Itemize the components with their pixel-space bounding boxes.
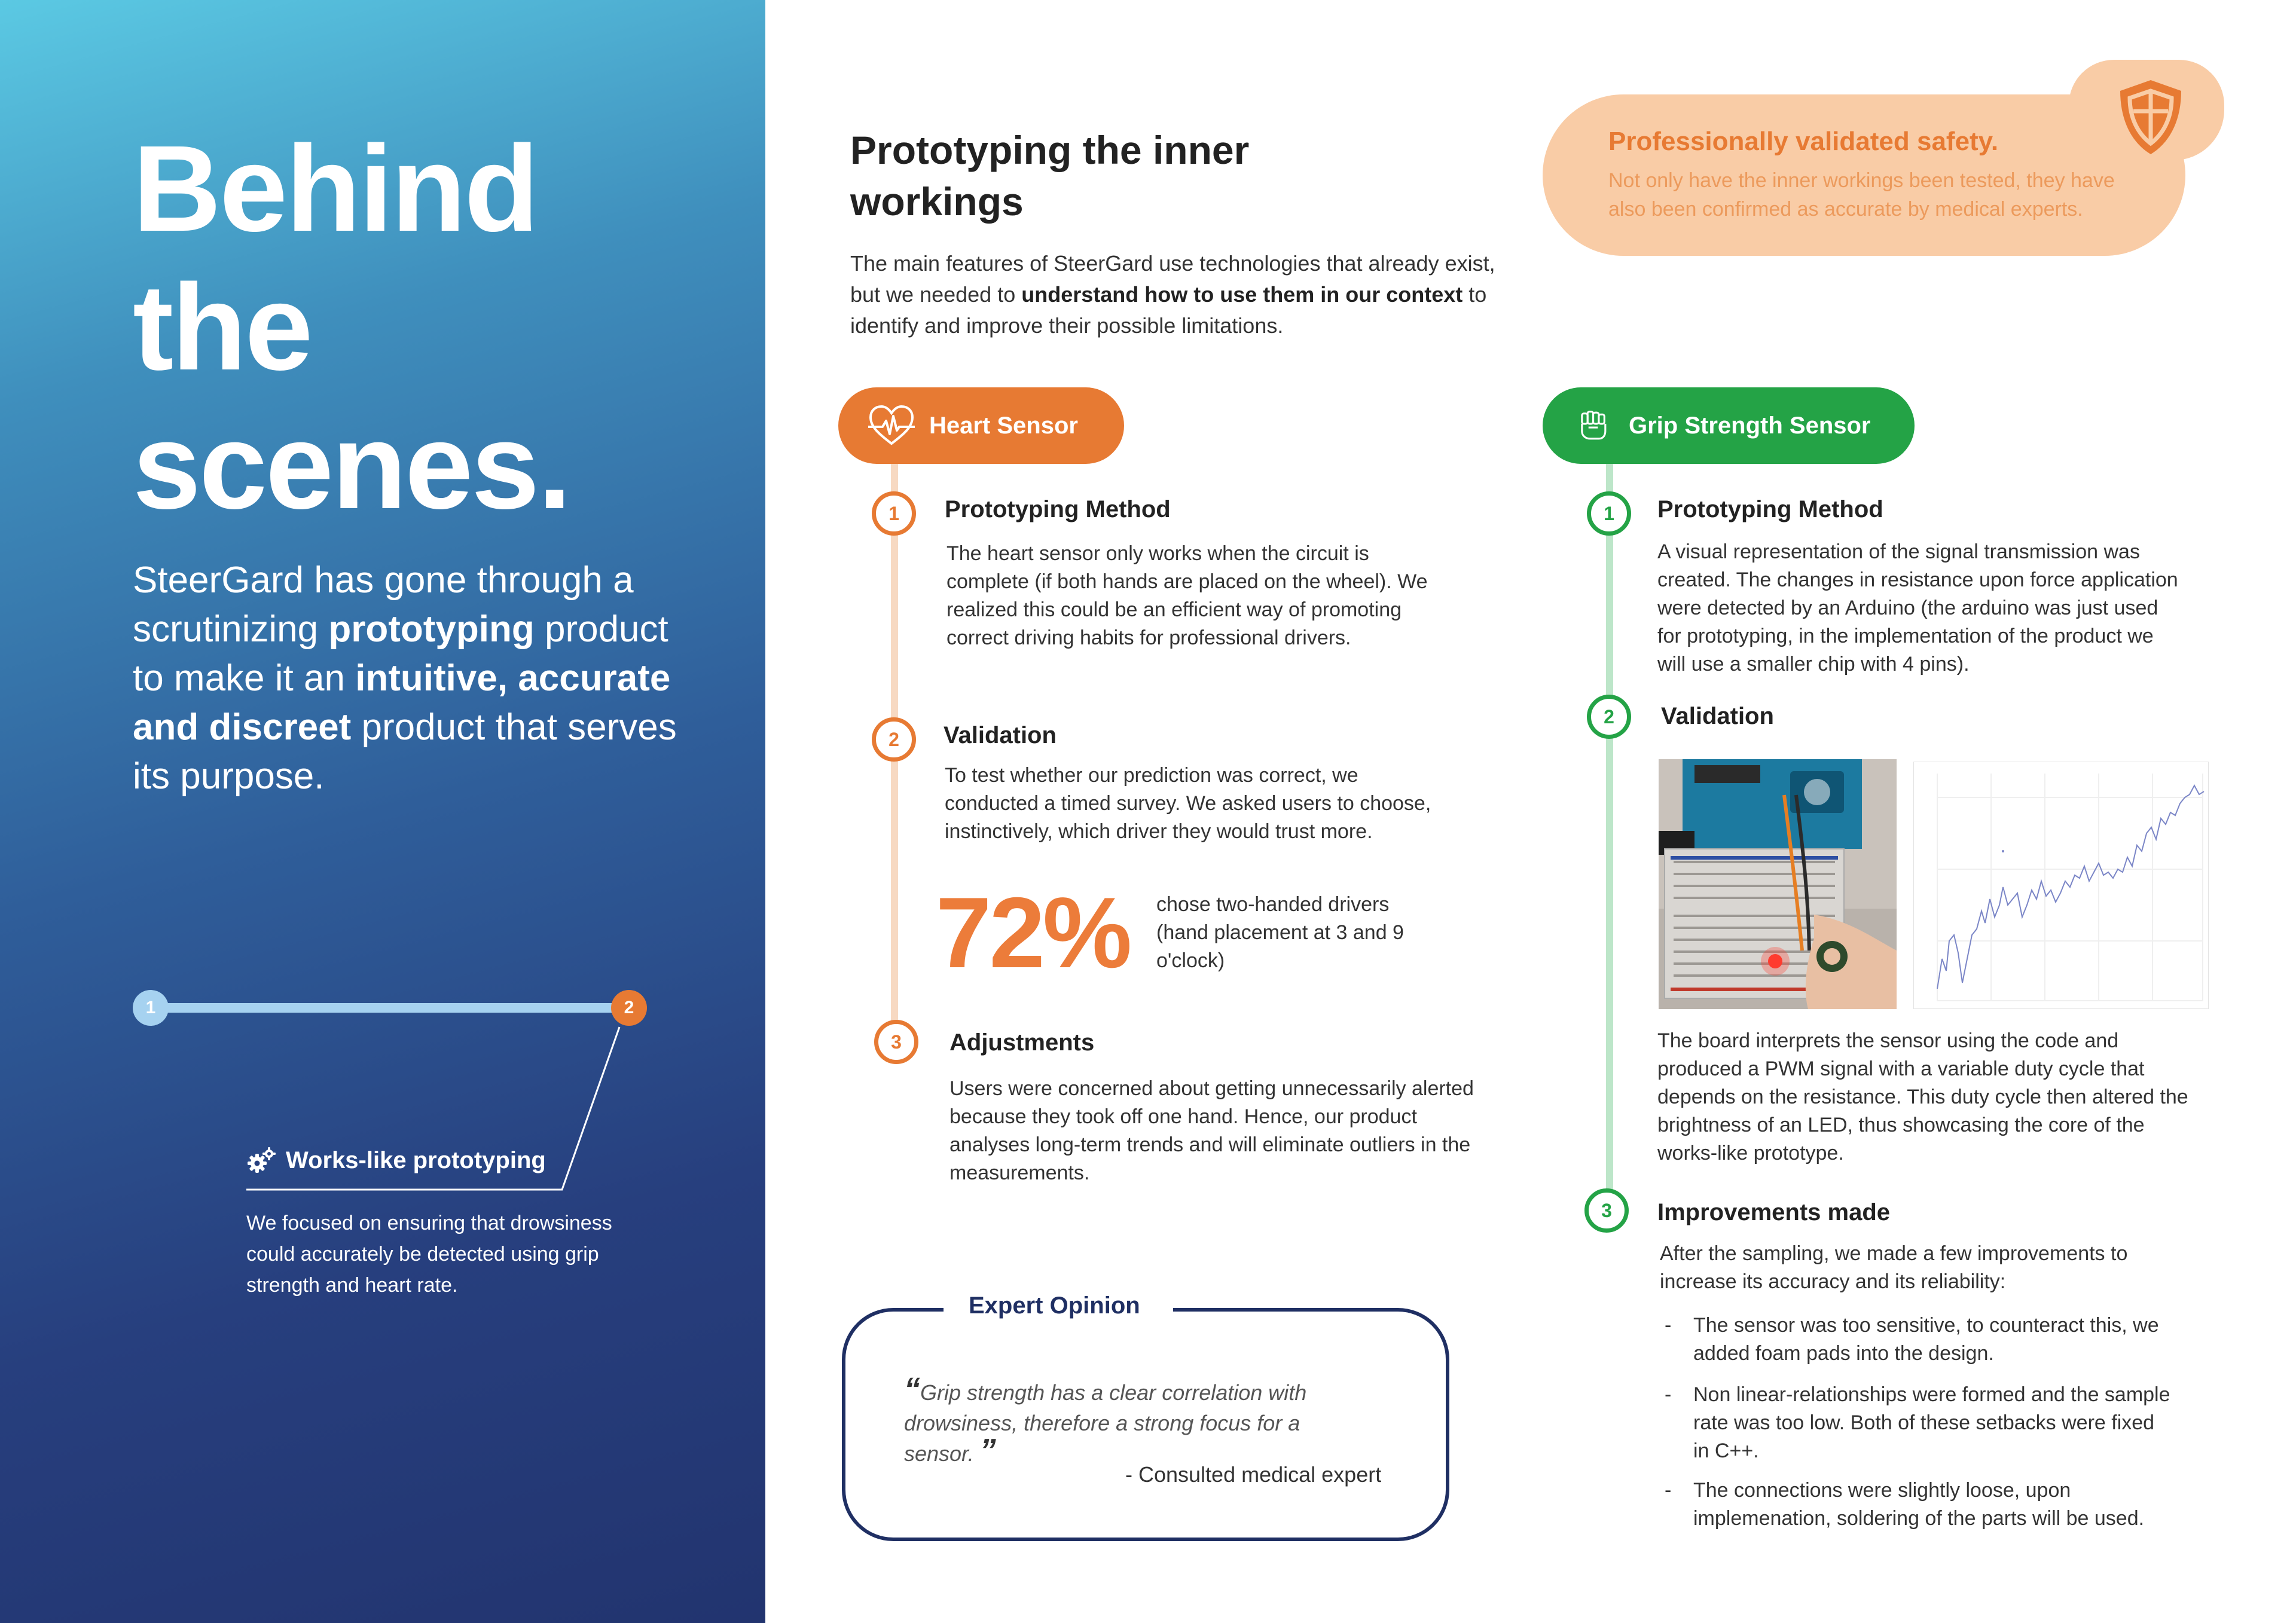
heart-step-1-text: The heart sensor only works when the circuit is complete (if both hands are placed on the wheel). We realized this could be an efficient way of promoting correct driving habits for professional drivers.	[947, 542, 1428, 649]
hero-title-line: the	[133, 259, 312, 396]
arduino-board-image	[1659, 759, 1897, 1009]
improvement-text: The connections were slightly loose, upon implemenation, soldering of the parts will be used.	[1693, 1479, 2145, 1530]
heart-sensor-pill[interactable]	[838, 387, 1124, 464]
heart-step-3-text: Users were concerned about getting unnecessarily alerted because they took off one hand. Hence, our product analyses long-term trends and will eliminate outliers in the measurements.	[949, 1077, 1474, 1184]
hero-title	[133, 120, 731, 536]
hero-intro-part: product to make it an	[133, 609, 668, 699]
heart-step-1-number: 1	[872, 491, 916, 536]
bullet-dash: -	[1665, 1479, 1672, 1502]
improvement-text: The sensor was too sensitive, to counteract this, we added foam pads into the design.	[1693, 1314, 2159, 1365]
improvement-item	[1665, 1312, 2173, 1368]
section-intro	[850, 248, 1502, 341]
heart-pulse-icon	[867, 404, 916, 447]
grip-step-3-number: 3	[1584, 1188, 1629, 1233]
hero-title-line: Behind	[133, 120, 538, 257]
grip-sensor-pill[interactable]	[1543, 387, 1915, 464]
bullet-dash: -	[1665, 1314, 1672, 1337]
grip-timeline-track	[1606, 460, 1613, 1219]
grip-step-3-title: Improvements made	[1657, 1199, 1891, 1225]
gears-icon	[246, 1147, 276, 1174]
hero-intro-bold: intuitive, accurate and discreet	[133, 658, 671, 748]
hero-intro-bold: prototyping	[328, 609, 535, 650]
callout-title: Professionally validated safety.	[1608, 127, 1999, 156]
hero-title-line: scenes.	[133, 398, 570, 534]
hero-intro-text	[133, 556, 689, 801]
bullet-dash: -	[1665, 1383, 1672, 1406]
heart-sensor-label: Heart Sensor	[929, 412, 1078, 439]
works-like-heading	[246, 1147, 546, 1174]
grip-step-2-title: Validation	[1661, 703, 1774, 729]
grip-step-3-text: After the sampling, we made a few improvements to increase its accuracy and its reliability:	[1660, 1242, 2128, 1293]
grip-sensor-label: Grip Strength Sensor	[1629, 412, 1871, 439]
grip-step-1-text: A visual representation of the signal transmission was created. The changes in resistance upon force application were detected by an Arduino (the arduino was just used for prototyping, in the implementation of the product we will use a smaller chip with 4 pins).	[1657, 540, 2178, 676]
arduino-prototype-photo	[1659, 759, 1897, 1009]
grip-step-1-title: Prototyping Method	[1657, 496, 1883, 522]
heart-step-2-title: Validation	[944, 722, 1057, 748]
stat-percentage: 72%	[936, 876, 1130, 989]
heart-step-1-title: Prototyping Method	[945, 496, 1171, 522]
hero-intro-part: product that serves its purpose.	[133, 707, 677, 797]
works-like-text: We focused on ensuring that drowsiness could accurately be detected using grip strength and heart rate.	[246, 1212, 612, 1297]
improvement-item	[1665, 1477, 2173, 1533]
section-intro-part: to identify and improve their possible limitations.	[850, 282, 1487, 338]
section-intro-part: The main features of SteerGard use technologies that already exist, but we needed to	[850, 251, 1495, 307]
expert-opinion-title: Expert Opinion	[969, 1292, 1140, 1319]
expert-quote-text: Grip strength has a clear correlation with drowsiness, therefore a strong focus for a sensor.	[904, 1380, 1307, 1466]
hero-intro-part: SteerGard has gone through a scrutinizing	[133, 560, 634, 650]
heart-step-2-number: 2	[872, 717, 916, 762]
stat-caption: chose two-handed drivers (hand placement at 3 and 9 o'clock)	[1156, 893, 1404, 972]
works-like-title: Works-like prototyping	[286, 1147, 546, 1173]
fist-icon	[1577, 404, 1616, 447]
expert-quote	[904, 1371, 1341, 1469]
section-intro-bold: understand how to use them in our context	[1021, 282, 1463, 307]
heart-step-3-title: Adjustments	[949, 1029, 1095, 1056]
heart-step-2-text: To test whether our prediction was correct, we conducted a timed survey. We asked users to choose, instinctively, which driver they would trust more.	[945, 764, 1431, 843]
grip-step-1-number: 1	[1587, 491, 1631, 536]
heart-step-3-number: 3	[874, 1020, 918, 1064]
progress-step-1[interactable]: 1	[133, 990, 169, 1026]
improvement-text: Non linear-relationships were formed and the sample rate was too low. Both of these setbacks were fixed in C++.	[1693, 1383, 2170, 1462]
grip-step-2-number: 2	[1587, 695, 1631, 739]
progress-track	[152, 1003, 631, 1013]
expert-quote-author: - Consulted medical expert	[1125, 1462, 1382, 1487]
shield-icon	[2115, 78, 2186, 157]
callout-text: Not only have the inner workings been tested, they have also been confirmed as accurate by medical experts.	[1608, 169, 2115, 221]
close-quote-mark: ”	[979, 1432, 996, 1468]
improvement-item	[1665, 1381, 2173, 1465]
section-title: Prototyping the inner workings	[850, 128, 1250, 224]
grip-step-2-text: The board interprets the sensor using the code and produced a PWM signal with a variable duty cycle that depends on the resistance. This duty cycle then altered the brightness of an LED, thus showcasing the core of the works-like prototype.	[1657, 1029, 2188, 1164]
open-quote-mark: “	[904, 1371, 920, 1407]
progress-step-2[interactable]: 2	[611, 990, 647, 1026]
signal-graph-image	[1913, 762, 2209, 1009]
